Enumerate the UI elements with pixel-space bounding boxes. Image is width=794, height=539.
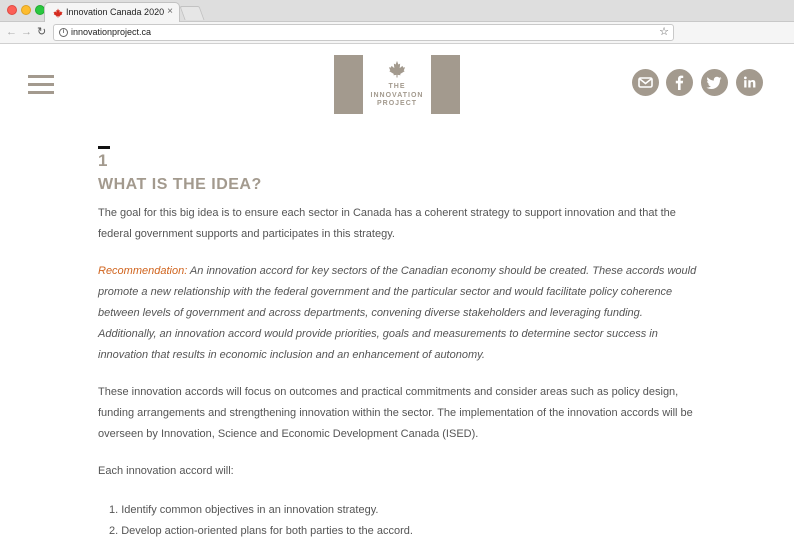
article-content <box>98 146 698 539</box>
back-icon[interactable]: ← <box>6 26 17 38</box>
accords-paragraph <box>98 382 698 445</box>
paragraph-line: federal government supports and participates in this strategy. <box>98 228 395 240</box>
section-marker <box>98 146 110 149</box>
section-number: 1 <box>98 151 108 170</box>
paragraph-line: An innovation accord for key sectors of the Canadian economy should be created. These accords would <box>187 265 697 277</box>
logo-text <box>363 83 431 109</box>
paragraph-line: funding arrangements and strengthening innovation within the sector. The implementation of the innovation accords will be <box>98 407 693 419</box>
paragraph-line: These innovation accords will focus on outcomes and practical commitments and consider areas such as policy design, <box>98 386 679 398</box>
menu-icon[interactable] <box>28 75 54 94</box>
logo-line: THE <box>388 83 406 90</box>
browser-toolbar <box>0 22 794 44</box>
logo-bar-right <box>431 55 460 114</box>
browser-tab[interactable] <box>44 2 180 23</box>
paragraph-line: Additionally, an innovation accord would provide priorities, goals and measurements to determine sector success in <box>98 328 658 340</box>
maple-leaf-icon <box>387 60 407 78</box>
paragraph-line: The goal for this big idea is to ensure each sector in Canada has a coherent strategy to support innovation and that the <box>98 207 676 219</box>
logo-bar-left <box>334 55 363 114</box>
list-item: 2. Develop action-oriented plans for both parties to the accord. <box>109 525 413 537</box>
paragraph-line: between levels of government and across departments, convening diverse stakeholders and leveraging funding. <box>98 307 643 319</box>
browser-tab-bar <box>0 0 794 22</box>
minimize-window-button[interactable] <box>21 5 31 15</box>
list-item: 1. Identify common objectives in an innovation strategy. <box>109 504 379 516</box>
url-text[interactable]: innovationproject.ca <box>71 27 152 37</box>
close-window-button[interactable] <box>7 5 17 15</box>
innovation-project-logo[interactable] <box>334 55 460 114</box>
paragraph-line: overseen by Innovation, Science and Economic Development Canada (ISED). <box>98 428 479 440</box>
recommendation-paragraph <box>98 261 698 366</box>
accord-list <box>109 500 698 539</box>
intro-paragraph <box>98 203 698 245</box>
tab-title: Innovation Canada 2020 <box>66 7 165 17</box>
mail-icon[interactable] <box>632 69 659 96</box>
linkedin-icon[interactable] <box>736 69 763 96</box>
info-icon[interactable]: i <box>59 28 68 37</box>
recommendation-label: Recommendation: <box>98 265 188 277</box>
facebook-icon[interactable] <box>666 69 693 96</box>
new-tab-button[interactable] <box>179 6 204 20</box>
address-bar[interactable] <box>53 24 674 41</box>
logo-line: PROJECT <box>376 100 418 107</box>
forward-icon[interactable]: → <box>21 26 32 38</box>
logo-line: INNOVATION <box>370 91 424 99</box>
bookmark-star-icon[interactable]: ☆ <box>659 26 669 38</box>
maple-leaf-icon <box>53 8 63 18</box>
accord-intro-paragraph: Each innovation accord will: <box>98 465 234 477</box>
close-tab-icon[interactable]: × <box>167 6 173 17</box>
reload-icon[interactable]: ↻ <box>37 26 47 38</box>
paragraph-line: promote a new relationship with the federal government and the particular sector and would facilitate policy coherence <box>98 286 673 298</box>
section-heading: WHAT IS THE IDEA? <box>98 176 262 193</box>
twitter-icon[interactable] <box>701 69 728 96</box>
paragraph-line: innovation that results in economic inclusion and an enhancement of autonomy. <box>98 349 485 361</box>
